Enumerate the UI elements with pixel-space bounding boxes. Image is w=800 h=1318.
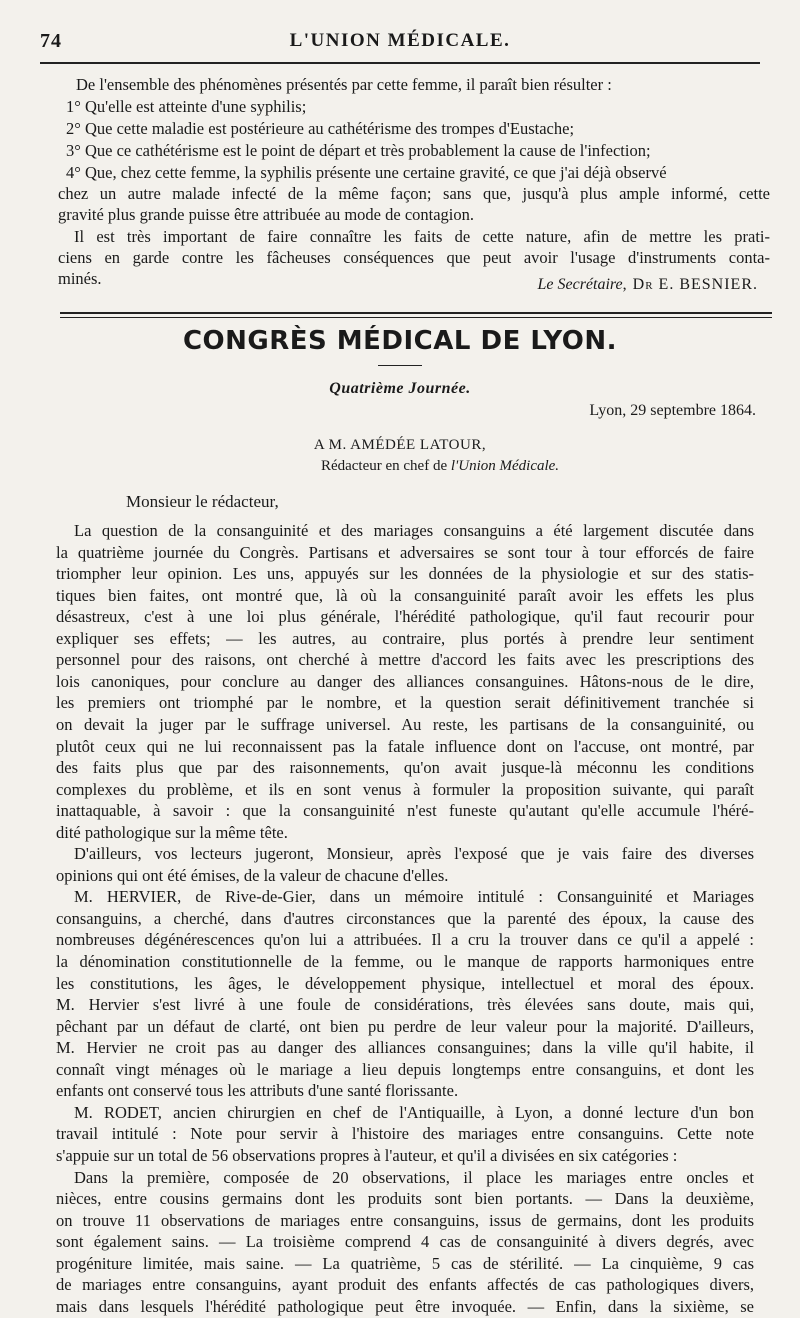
body-line: travail intitulé : Note pour servir à l'histoire des mariages entre consanguins. Cette note	[56, 1124, 754, 1144]
body-line: Dans la première, composée de 20 observations, il place les mariages entre oncles et	[74, 1167, 754, 1187]
body-line: progéniture limitée, mais saine. — La quatrième, 5 cas de stérilité. — La cinquième, 9 cas	[56, 1253, 754, 1273]
body-line: les constitutions, les âges, le développement physique, intellectuel et moral des époux.	[56, 973, 754, 993]
body-line: La question de la consanguinité et des mariages consanguins a été largement discutée dans	[74, 521, 754, 540]
body-line: tiques bien faites, ont montré que, là où la consanguinité paraît avoir les effets les plus	[56, 585, 754, 605]
body-line: triompher leur opinion. Les uns, appuyés sur les données de la physiologie et sur des statis-	[56, 564, 754, 584]
intro-line: 2° Que cette maladie est postérieure au cathétérisme des trompes d'Eustache;	[66, 119, 575, 138]
section-divider-thin	[60, 317, 772, 318]
body-line: la quatrième journée du Congrès. Partisans et adversaires se sont tour à tour efforcés de faire	[56, 542, 754, 562]
body-line: consanguins, a cherché, dans d'autres circonstances que la parenté des époux, la cause des	[56, 908, 754, 928]
body-line: D'ailleurs, vos lecteurs jugeront, Monsieur, après l'exposé que je vais faire des diverses	[74, 844, 754, 864]
intro-line: ciens en garde contre les fâcheuses conséquences que peut avoir l'usage d'instruments conta-	[58, 248, 770, 267]
body-line: plutôt ceux qui ne lui reconnaissent pas la fatale influence dont on l'accuse, ont montré, par	[56, 736, 754, 756]
journal-title: L'UNION MÉDICALE.	[289, 30, 511, 51]
signature-name: , Dr E. BESNIER.	[622, 276, 758, 293]
intro-line: 4° Que, chez cette femme, la syphilis présente une certaine gravité, ce que j'ai déjà observé	[66, 163, 667, 182]
intro-line: 3° Que ce cathétérisme est le point de départ et très probablement la cause de l'infection;	[66, 141, 651, 160]
addressee-name: A M. AMÉDÉE LATOUR,	[313, 437, 487, 453]
body-line: inattaquable, à savoir : que la consanguinité n'est funeste qu'autant qu'elle accumule l'héré-	[56, 801, 754, 821]
body-line: les premiers ont triomphé par le nombre, et la question serait définitivement tranchée si	[56, 693, 754, 713]
place-date: Lyon, 29 septembre 1864.	[589, 402, 756, 419]
body-line: pêchant par un défaut de clarté, ont bien pu perdre de leur valeur pour la majorité. D'ailleurs,	[56, 1016, 754, 1036]
body-line: M. HERVIER, de Rive-de-Gier, dans un mémoire intitulé : Consanguinité et Mariages	[74, 887, 754, 907]
body-line: nombreuses dégénérescences qu'on lui a attribuées. Il a cru la trouver dans ce qu'il a appelé :	[56, 930, 754, 950]
intro-line: 1° Qu'elle est atteinte d'une syphilis;	[66, 97, 307, 116]
title-rule	[378, 365, 422, 366]
addressee-role-prefix: Rédacteur en chef de	[320, 458, 451, 474]
section-subtitle: Quatrième Journée.	[329, 380, 471, 397]
body-line: sont également sains. — La troisième comprend 4 cas de consanguinité à divers degrés, avec	[56, 1232, 754, 1252]
body-line: des faits plus que par des raisonnements, qu'on avait jusque-là méconnu les conditions	[56, 758, 754, 778]
intro-line: gravité plus grande puisse être attribuée au mode de contagion.	[58, 205, 475, 224]
intro-line: De l'ensemble des phénomènes présentés par cette femme, il paraît bien résulter :	[76, 75, 612, 94]
salutation: Monsieur le rédacteur,	[126, 492, 279, 511]
body-line: s'appuie sur un total de 56 observations propres à l'auteur, et qu'il a divisées en six catégories :	[56, 1145, 678, 1165]
body-line: dité pathologique sur la même tête.	[56, 822, 288, 842]
addressee-role	[0, 458, 800, 475]
signature	[538, 276, 759, 294]
body-line: on devait la juger par le suffrage universel. Au reste, les partisans de la consanguinité, ou	[56, 714, 754, 734]
body-line: lois canoniques, pour conclure au danger des alliances consanguines. Hâtons-nous de le dire,	[56, 671, 754, 691]
section-divider	[60, 312, 772, 314]
body-line: désastreux, c'est à une loi plus générale, l'hérédité pathologique, qu'il faut recourir pour	[56, 607, 754, 627]
addressee	[0, 437, 800, 454]
body-line: M. RODET, ancien chirurgien en chef de l'Antiquaille, à Lyon, a donné lecture d'un bon	[74, 1102, 754, 1122]
intro-line: chez un autre malade infecté de la même façon; sans que, jusqu'à plus ample informé, cette	[58, 184, 770, 203]
body-line: de mariages entre consanguins, ayant produit des enfants affectés de cas pathologiques divers,	[56, 1275, 754, 1295]
body-line: la dénomination constitutionnelle de la femme, ou le manque de rapports harmoniques entre	[56, 952, 754, 971]
body-line: enfants ont conservé tous les attributs d'une santé florissante.	[56, 1081, 459, 1101]
page-number: 74	[40, 30, 62, 52]
body-line: personnel pour des raisons, ont cherché à mettre d'accord les faits avec les prescriptions des	[56, 650, 754, 670]
addressee-role-journal: l'Union Médicale.	[450, 458, 560, 474]
body-line: connaît vingt ménages où le mariage a lieu depuis longtemps entre consanguins, et dont les	[56, 1059, 754, 1079]
signature-role: Le Secrétaire	[537, 276, 623, 293]
intro-line: minés.	[58, 269, 102, 288]
body-line: M. Hervier ne croit pas au danger des alliances consanguines; dans la ville qu'il habite, il	[56, 1038, 754, 1058]
section-title: CONGRÈS MÉDICAL DE LYON.	[182, 326, 618, 356]
body-line: M. Hervier s'est livré à une foule de considérations, très élevées sans doute, mais qui,	[56, 995, 754, 1015]
intro-line: Il est très important de faire connaître les faits de cette nature, afin de mettre les prati-	[74, 227, 770, 246]
body-line: complexes du problème, et ils en sont venus à formuler la proposition suivante, qui paraît	[56, 779, 754, 799]
body-line: expliquer ses effets; — les autres, au contraire, plus portés à prendre leur sentiment	[56, 628, 754, 648]
page-header	[40, 22, 760, 64]
body-line: opinions qui ont été émises, de la valeur de chacune d'elles.	[56, 865, 449, 885]
body-line: on trouve 11 observations de mariages entre consanguins, issus de germains, dont les produits	[56, 1210, 754, 1230]
body-line: nièces, entre cousins germains dont les produits sont bien portants. — Dans la deuxième,	[56, 1189, 754, 1209]
body-line: mais dans lesquels l'hérédité pathologique peut être invoquée. — Enfin, dans la sixième, se	[56, 1296, 754, 1316]
